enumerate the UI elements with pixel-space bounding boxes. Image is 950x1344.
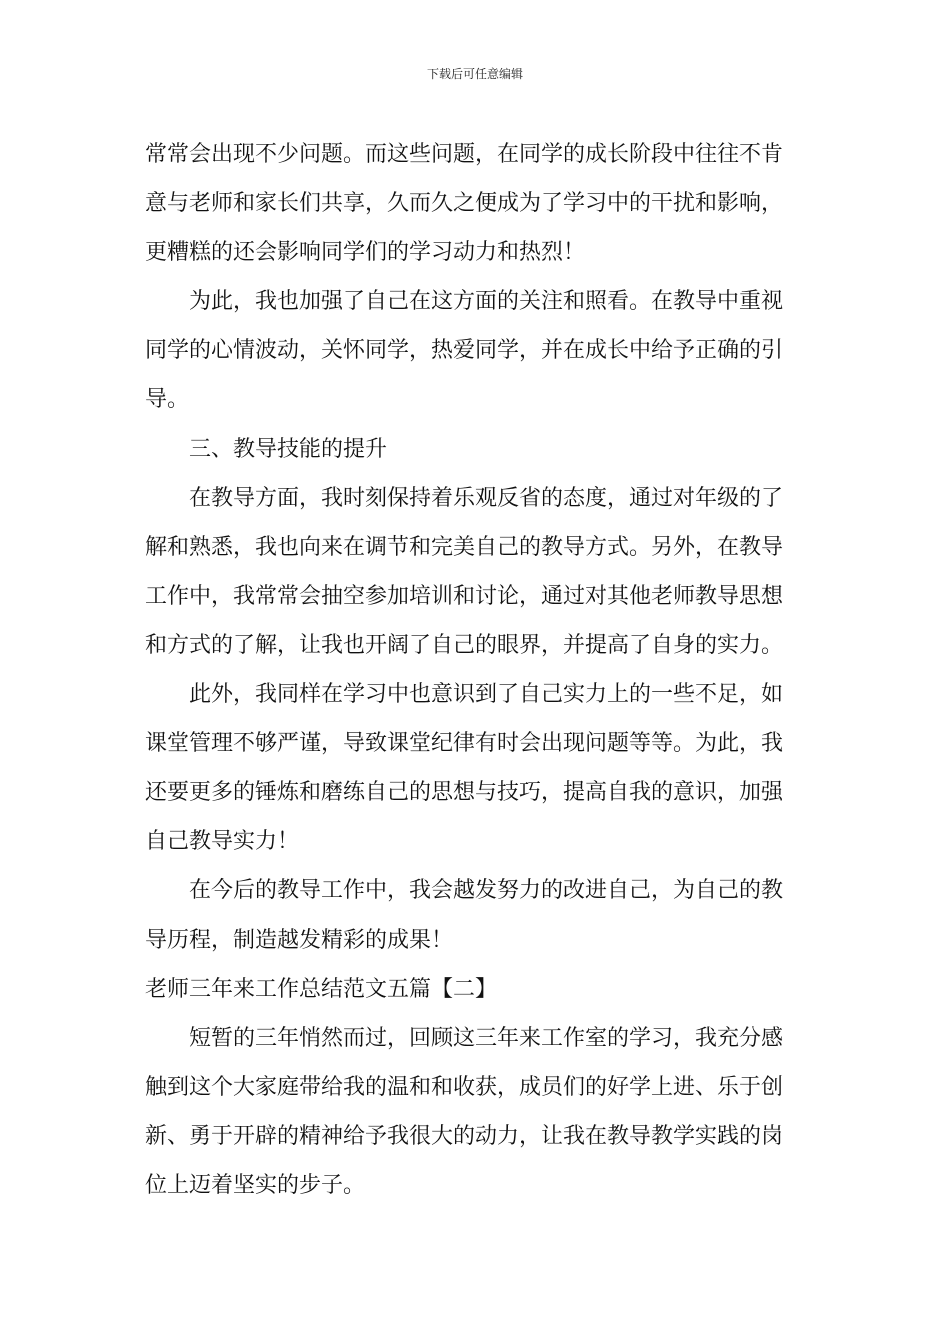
section-heading: 三、教导技能的提升 [189, 436, 388, 462]
paragraph-line: 常常会出现不少问题。而这些问题，在同学的成长阶段中往往不肯 [145, 142, 784, 167]
paragraph-line: 为此，我也加强了自己在这方面的关注和照看。在教导中重视 [189, 289, 784, 315]
paragraph-line: 工作中，我常常会抽空参加培训和讨论，通过对其他老师教导思想 [145, 583, 784, 609]
paragraph-line: 导。 [145, 387, 190, 413]
paragraph-line: 在今后的教导工作中，我会越发努力的改进自己，为自己的教 [189, 878, 784, 904]
paragraph-line: 此外，我同样在学习中也意识到了自己实力上的一些不足，如 [189, 682, 784, 708]
paragraph-line: 课堂管理不够严谨，导致课堂纪律有时会出现问题等等。为此，我 [145, 731, 784, 757]
paragraph-line: 和方式的了解，让我也开阔了自己的眼界，并提高了自身的实力。 [145, 632, 784, 658]
page-header: 下载后可任意编辑 [426, 67, 523, 81]
paragraph-line: 导历程，制造越发精彩的成果！ [145, 927, 454, 953]
paragraph-line: 新、勇于开辟的精神给予我很大的动力，让我在教导教学实践的岗 [145, 1123, 784, 1149]
paragraph-line: 还要更多的锤炼和磨练自己的思想与技巧，提高自我的意识，加强 [145, 780, 784, 806]
paragraph-line: 意与老师和家长们共享，久而久之便成为了学习中的干扰和影响， [145, 191, 784, 217]
article-title: 老师三年来工作总结范文五篇【二】 [145, 976, 498, 1002]
paragraph-line: 短暂的三年悄然而过，回顾这三年来工作室的学习，我充分感 [189, 1025, 784, 1051]
paragraph-line: 更糟糕的还会影响同学们的学习动力和热烈！ [145, 240, 586, 266]
paragraph-line: 在教导方面，我时刻保持着乐观反省的态度，通过对年级的了 [189, 485, 784, 511]
paragraph-line: 自己教导实力！ [145, 829, 300, 855]
document-body [145, 130, 807, 1210]
paragraph-line: 触到这个大家庭带给我的温和和收获，成员们的好学上进、乐于创 [145, 1074, 784, 1100]
paragraph-line: 位上迈着坚实的步子。 [145, 1172, 366, 1198]
paragraph-line: 解和熟悉，我也向来在调节和完美自己的教导方式。另外，在教导 [145, 534, 784, 560]
paragraph-line: 同学的心情波动，关怀同学，热爱同学，并在成长中给予正确的引 [145, 338, 784, 364]
